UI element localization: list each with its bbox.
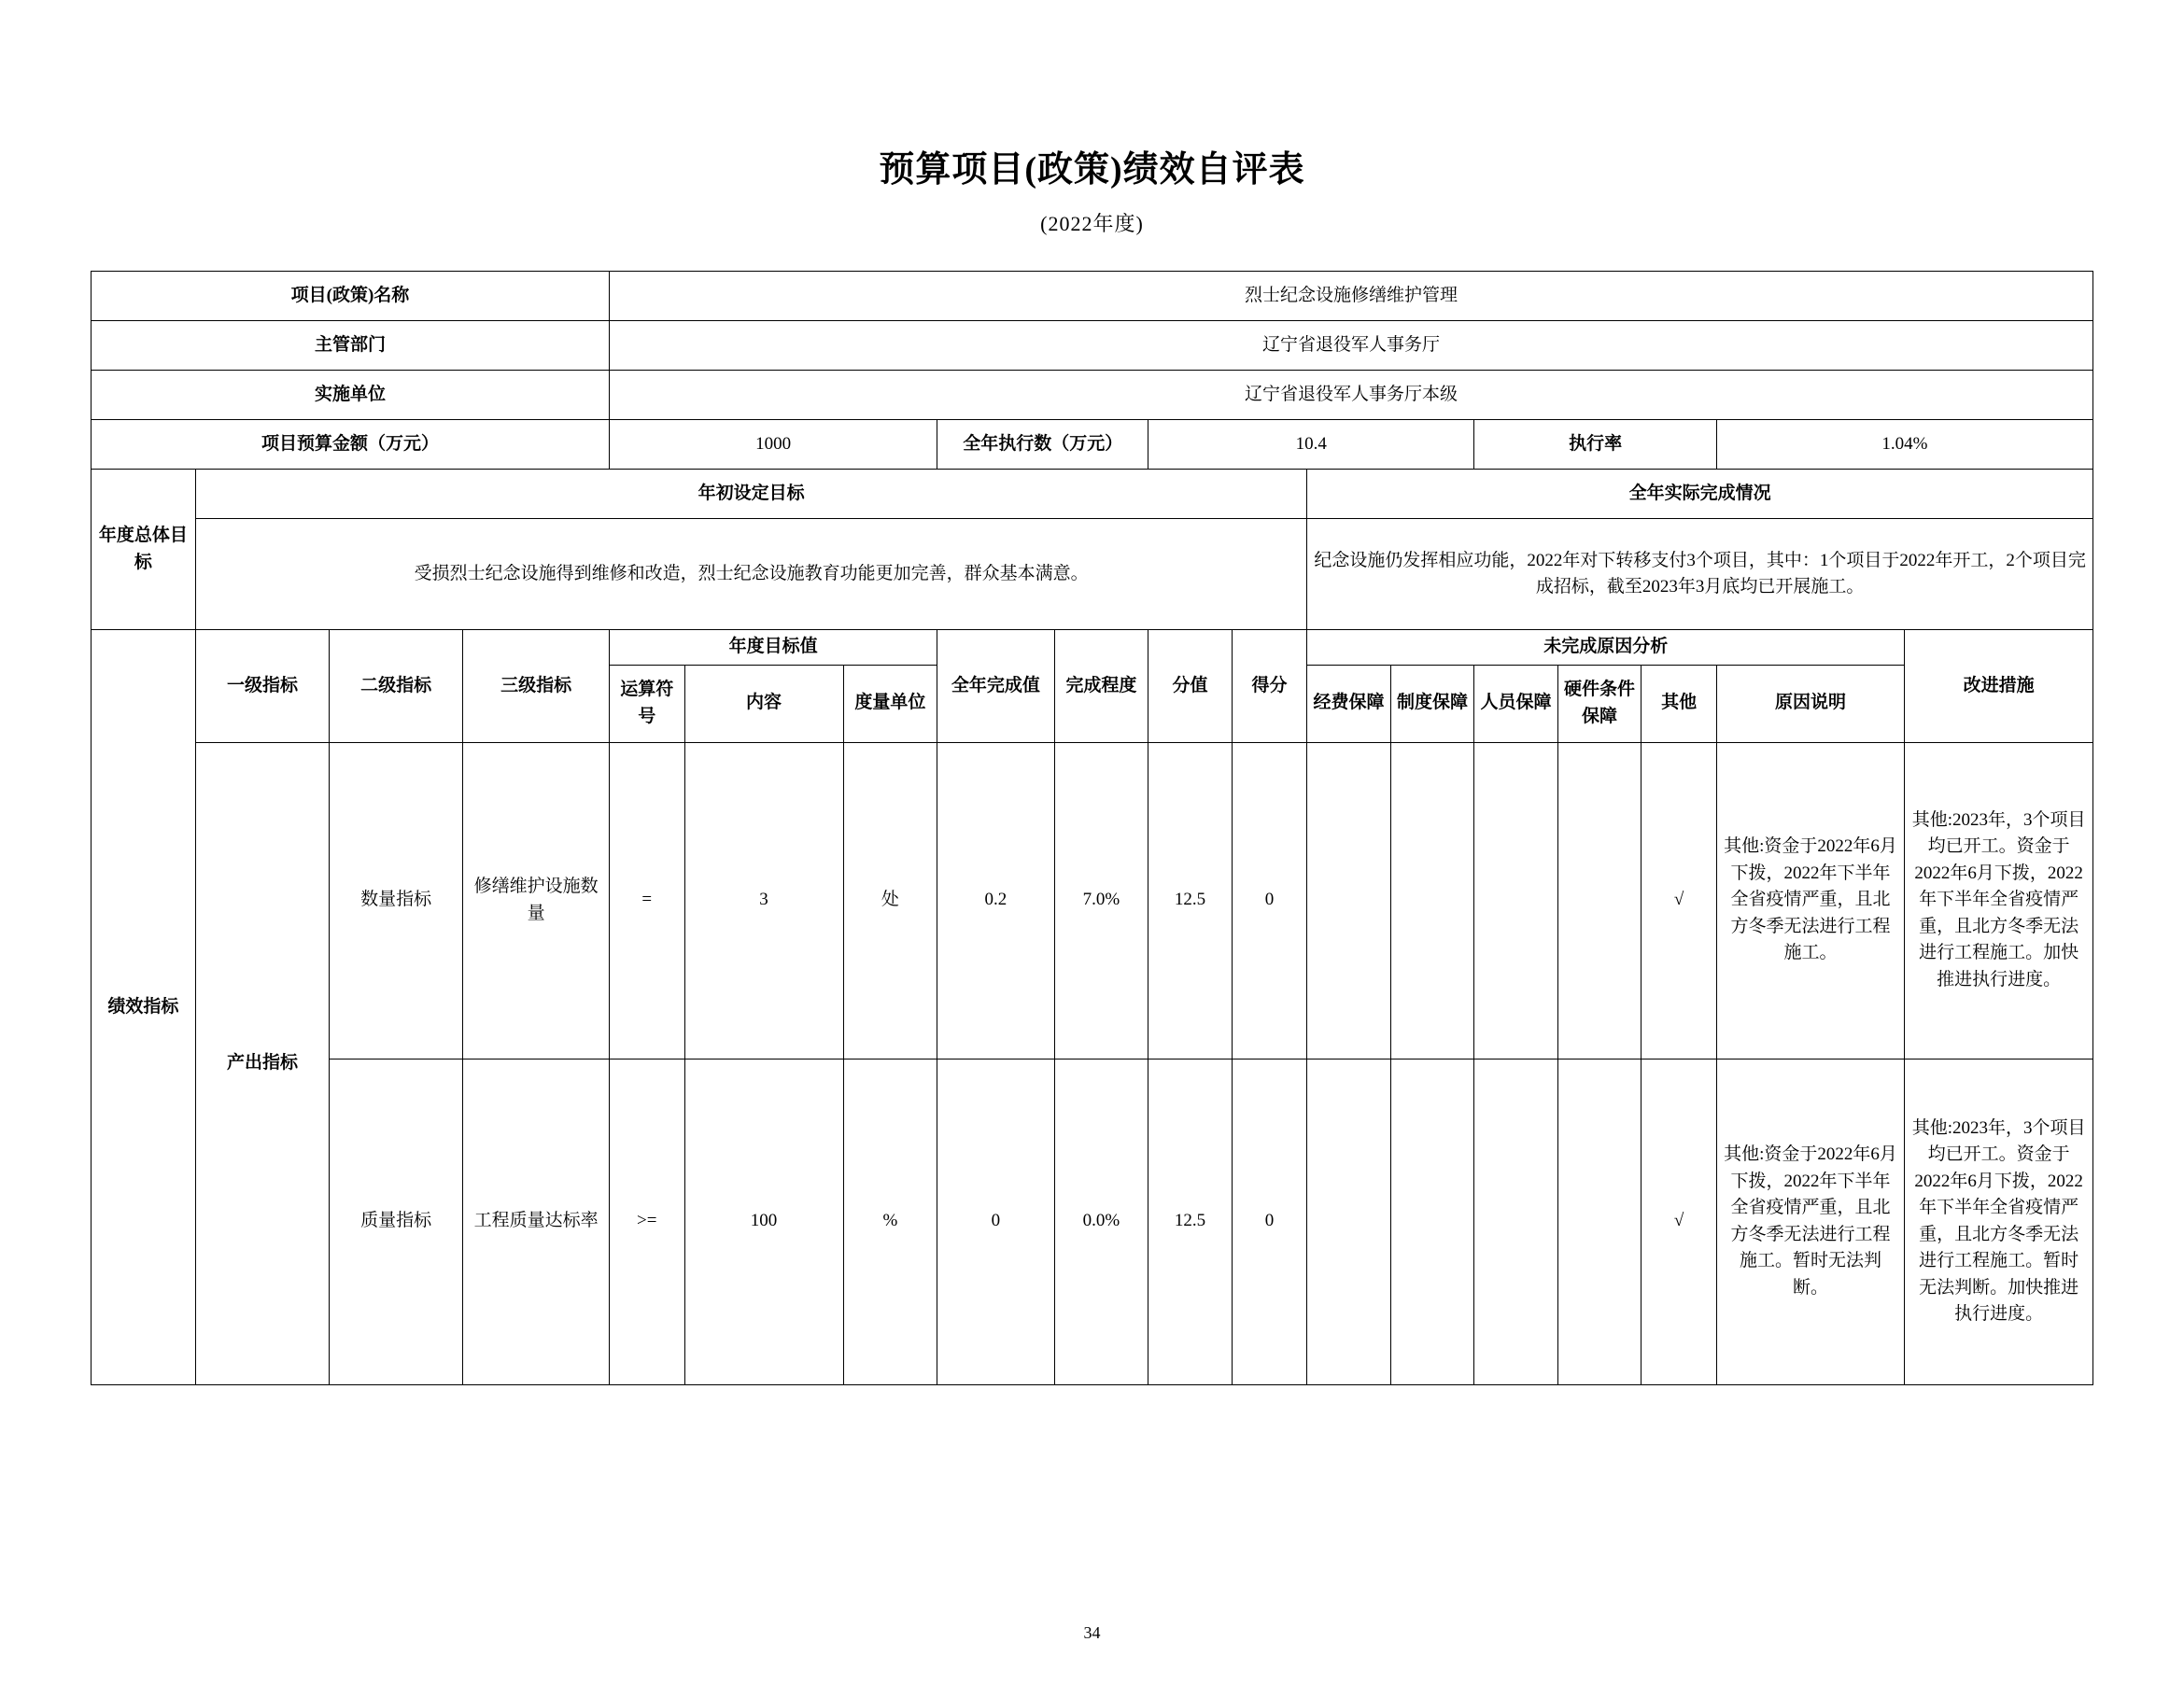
header-completion-degree: 完成程度 (1054, 630, 1148, 743)
other-checkmark: √ (1642, 1059, 1717, 1384)
header-hardware: 硬件条件保障 (1557, 665, 1642, 742)
level3-indicator: 修缮维护设施数量 (463, 742, 610, 1059)
level2-indicator: 质量指标 (330, 1059, 463, 1384)
personnel-cell (1474, 1059, 1558, 1384)
completion-degree-cell: 0.0% (1054, 1059, 1148, 1384)
operator-value: = (609, 742, 684, 1059)
performance-self-evaluation-table (91, 271, 2093, 1385)
header-score-value: 分值 (1148, 630, 1233, 743)
header-level3: 三级指标 (463, 630, 610, 743)
dept-value: 辽宁省退役军人事务厅 (609, 321, 2092, 371)
initial-goal-header: 年初设定目标 (195, 470, 1306, 519)
funding-cell (1307, 742, 1391, 1059)
funding-cell (1307, 1059, 1391, 1384)
unit-label: 实施单位 (92, 371, 610, 420)
improvement-cell: 其他:2023年，3个项目均已开工。资金于2022年6月下拨，2022年下半年全省疫情严重，且北方冬季无法进行工程施工。加快推进执行进度。 (1905, 742, 2093, 1059)
header-reason: 原因说明 (1716, 665, 1904, 742)
hardware-cell (1557, 1059, 1642, 1384)
dept-label: 主管部门 (92, 321, 610, 371)
score-value-cell: 12.5 (1148, 1059, 1233, 1384)
reason-cell: 其他:资金于2022年6月下拨，2022年下半年全省疫情严重，且北方冬季无法进行工程施工。暂时无法判断。 (1716, 1059, 1904, 1384)
completed-value-cell: 0.2 (937, 742, 1054, 1059)
table-row (92, 630, 2093, 666)
actual-result-header: 全年实际完成情况 (1307, 470, 2093, 519)
initial-goal-text: 受损烈士纪念设施得到维修和改造，烈士纪念设施教育功能更加完善，群众基本满意。 (195, 519, 1306, 630)
execution-rate-label: 执行率 (1474, 420, 1717, 470)
score-cell: 0 (1232, 742, 1307, 1059)
table-row (92, 519, 2093, 630)
header-score: 得分 (1232, 630, 1307, 743)
unit-value-cell: % (843, 1059, 937, 1384)
table-row (92, 1059, 2093, 1384)
score-value-cell: 12.5 (1148, 742, 1233, 1059)
table-row (92, 272, 2093, 321)
other-checkmark: √ (1642, 742, 1717, 1059)
table-row (92, 470, 2093, 519)
reason-cell: 其他:资金于2022年6月下拨，2022年下半年全省疫情严重，且北方冬季无法进行工程施工。 (1716, 742, 1904, 1059)
executed-value: 10.4 (1148, 420, 1474, 470)
level2-indicator: 数量指标 (330, 742, 463, 1059)
improvement-cell: 其他:2023年，3个项目均已开工。资金于2022年6月下拨，2022年下半年全省疫情严重，且北方冬季无法进行工程施工。暂时无法判断。加快推进执行进度。 (1905, 1059, 2093, 1384)
header-system: 制度保障 (1390, 665, 1474, 742)
project-name-label: 项目(政策)名称 (92, 272, 610, 321)
header-content: 内容 (684, 665, 843, 742)
budget-label: 项目预算金额（万元） (92, 420, 610, 470)
header-personnel: 人员保障 (1474, 665, 1558, 742)
budget-value: 1000 (609, 420, 937, 470)
header-level2: 二级指标 (330, 630, 463, 743)
completed-value-cell: 0 (937, 1059, 1054, 1384)
unit-value: 辽宁省退役军人事务厅本级 (609, 371, 2092, 420)
annual-goal-row-label: 年度总体目标 (92, 470, 196, 630)
header-unit: 度量单位 (843, 665, 937, 742)
content-value: 3 (684, 742, 843, 1059)
page-title: 预算项目(政策)绩效自评表 (879, 150, 1305, 189)
header-other: 其他 (1642, 665, 1717, 742)
header-level1: 一级指标 (195, 630, 329, 743)
system-cell (1390, 1059, 1474, 1384)
header-unfinished-analysis: 未完成原因分析 (1307, 630, 1905, 666)
header-improvement: 改进措施 (1905, 630, 2093, 743)
table-row (92, 321, 2093, 371)
header-funding: 经费保障 (1307, 665, 1391, 742)
table-row (92, 371, 2093, 420)
page-subtitle: (2022年度) (1040, 212, 1144, 235)
execution-rate-value: 1.04% (1716, 420, 2092, 470)
score-cell: 0 (1232, 1059, 1307, 1384)
table-row (92, 420, 2093, 470)
header-completed-value: 全年完成值 (937, 630, 1054, 743)
operator-value: >= (609, 1059, 684, 1384)
personnel-cell (1474, 742, 1558, 1059)
executed-label: 全年执行数（万元） (937, 420, 1148, 470)
header-annual-target: 年度目标值 (609, 630, 937, 666)
level1-indicator-output: 产出指标 (195, 742, 329, 1384)
indicators-row-label: 绩效指标 (92, 630, 196, 1385)
level3-indicator: 工程质量达标率 (463, 1059, 610, 1384)
actual-result-text: 纪念设施仍发挥相应功能，2022年对下转移支付3个项目，其中：1个项目于2022年开工，2个项目完成招标，截至2023年3月底均已开展施工。 (1307, 519, 2093, 630)
system-cell (1390, 742, 1474, 1059)
project-name-value: 烈士纪念设施修缮维护管理 (609, 272, 2092, 321)
header-operator: 运算符号 (609, 665, 684, 742)
document-page (0, 140, 2184, 1684)
page-number: 34 (1083, 1623, 1101, 1642)
table-row (92, 742, 2093, 1059)
content-value: 100 (684, 1059, 843, 1384)
completion-degree-cell: 7.0% (1054, 742, 1148, 1059)
unit-value-cell: 处 (843, 742, 937, 1059)
hardware-cell (1557, 742, 1642, 1059)
